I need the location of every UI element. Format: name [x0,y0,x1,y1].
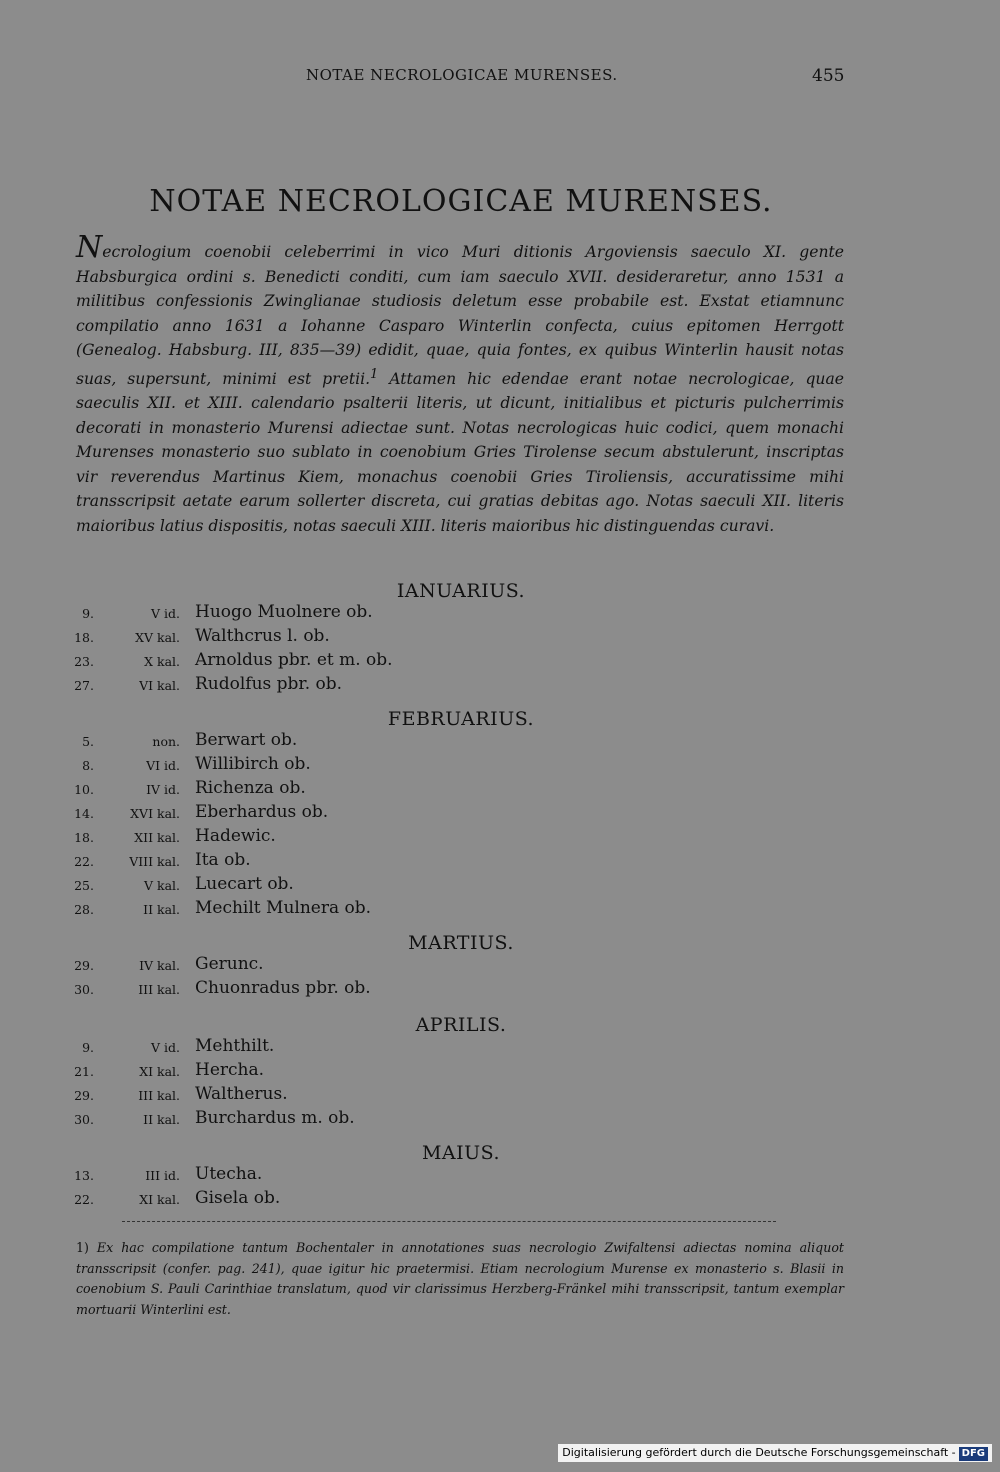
intro-paragraph [76,230,844,538]
entry-name: Luecart ob. [195,874,294,894]
entry-day: 5. [82,734,94,749]
entry-roman-date: III kal. [138,982,180,997]
month-heading: IANUARIUS. [396,580,526,602]
entry-day: 14. [74,806,94,821]
footnote-ref[interactable]: 1 [370,366,379,382]
necrology-entry [0,754,700,778]
entry-day: 9. [82,1040,94,1055]
drop-cap: N [76,230,103,265]
entry-roman-date: VI id. [146,758,180,773]
page-title: NOTAE NECROLOGICAE MURENSES. [149,184,773,219]
entry-day: 22. [74,1192,94,1207]
necrology-entry [0,898,700,922]
entry-name: Mehthilt. [195,1036,275,1056]
necrology-entry [0,1188,700,1212]
footnote-divider [122,1221,776,1222]
entry-roman-date: III id. [145,1168,180,1183]
entry-day: 25. [74,878,94,893]
entry-name: Gisela ob. [195,1188,281,1208]
entry-roman-date: IV id. [146,782,180,797]
necrology-entry [0,826,700,850]
entry-name: Chuonradus pbr. ob. [195,978,371,998]
entry-roman-date: VIII kal. [129,854,180,869]
entry-day: 10. [74,782,94,797]
entry-roman-date: II kal. [143,1112,180,1127]
entry-roman-date: XI kal. [139,1192,180,1207]
necrology-entry [0,650,700,674]
entry-name: Ita ob. [195,850,251,870]
entry-name: Willibirch ob. [195,754,311,774]
entry-name: Burchardus m. ob. [195,1108,355,1128]
necrology-entry [0,626,700,650]
entry-name: Utecha. [195,1164,263,1184]
entry-day: 23. [74,654,94,669]
entry-day: 28. [74,902,94,917]
entry-day: 9. [82,606,94,621]
entry-name: Huogo Muolnere ob. [195,602,373,622]
entry-roman-date: XV kal. [135,630,180,645]
entry-name: Mechilt Mulnera ob. [195,898,372,918]
month-heading: FEBRUARIUS. [387,708,535,730]
footnote-mark: 1) [76,1240,89,1255]
entry-roman-date: VI kal. [139,678,180,693]
running-head [0,66,1000,90]
necrology-entry [0,850,700,874]
necrology-entry [0,1084,700,1108]
entry-roman-date: XII kal. [134,830,180,845]
entry-roman-date: V kal. [144,878,180,893]
entry-roman-date: XI kal. [139,1064,180,1079]
intro-text: ecrologium coenobii celeberrimi in vico Muri ditionis Argoviensis saeculo XI. gente Habsburgica ordini s. Benedicti conditi, cum iam saeculo XVII. desideraretur, anno 1531 a militibus confessionis Zwinglianae studiosis deletum esse probabile est. Exstat etiamnunc compilatio anno 1631 a Iohanne Casparo Winterlin confecta, cuius epitomen Herrgott (Genealog. Habsburg. III, 835—39) edidit, quae, quia fontes, ex quibus Winterlin hausit notas suas, supersunt, minimi est pretii. [76,243,844,388]
entry-day: 8. [82,758,94,773]
necrology-entry [0,954,700,978]
necrology-entry [0,730,700,754]
necrology-entry [0,802,700,826]
entry-name: Berwart ob. [195,730,298,750]
necrology-entry [0,778,700,802]
entry-roman-date: XVI kal. [130,806,180,821]
necrology-entry [0,1164,700,1188]
digitization-credit [558,1444,992,1462]
entry-roman-date: non. [152,734,180,749]
entry-day: 27. [74,678,94,693]
entry-name: Rudolfus pbr. ob. [195,674,343,694]
entry-day: 30. [74,982,94,997]
necrology-entry [0,874,700,898]
necrology-entry [0,602,700,626]
necrology-entry [0,674,700,698]
entry-roman-date: X kal. [144,654,180,669]
necrology-entry [0,978,700,1002]
dfg-logo: DFG [959,1447,988,1461]
entry-name: Walthcrus l. ob. [195,626,330,646]
entry-day: 29. [74,958,94,973]
necrology-entry [0,1060,700,1084]
necrology-entry [0,1036,700,1060]
entry-roman-date: II kal. [143,902,180,917]
entry-name: Hercha. [195,1060,265,1080]
entry-name: Waltherus. [195,1084,288,1104]
entry-name: Eberhardus ob. [195,802,329,822]
entry-day: 29. [74,1088,94,1103]
entry-name: Gerunc. [195,954,264,974]
entry-roman-date: V id. [151,1040,180,1055]
entry-day: 18. [74,630,94,645]
credit-text: Digitalisierung gefördert durch die Deutsche Forschungsgemeinschaft - [562,1446,956,1459]
entry-name: Hadewic. [195,826,276,846]
month-heading: MAIUS. [421,1142,501,1164]
entry-roman-date: III kal. [138,1088,180,1103]
entry-name: Arnoldus pbr. et m. ob. [195,650,393,670]
entry-roman-date: V id. [151,606,180,621]
entry-name: Richenza ob. [195,778,306,798]
month-heading: APRILIS. [415,1014,507,1036]
footnote [76,1238,844,1320]
intro-text-continued: Attamen hic edendae erant notae necrologicae, quae saeculis XII. et XIII. calendario psalterii literis, ut dicunt, initialibus et picturis pulcherrimis decorati in monasterio Murensi adiectae sunt. Notas necrologicas huic codici, quem monachi Murenses monasterio suo sublato in coenobium Gries Tirolense secum abstulerunt, inscriptas vir reverendus Martinus Kiem, monachus coenobii Gries Tiroliensis, accuratissime mihi transscripsit aetate earum sollerter discreta, cui gratias debitas ago. Notas saeculi XII. literis maioribus latius dispositis, notas saeculi XIII. literis maioribus hic distinguendas curavi. [76,369,844,535]
entry-day: 18. [74,830,94,845]
entry-day: 22. [74,854,94,869]
entry-day: 13. [74,1168,94,1183]
entry-roman-date: IV kal. [139,958,180,973]
page-number: 455 [812,66,845,86]
entry-day: 30. [74,1112,94,1127]
running-head-title: NOTAE NECROLOGICAE MURENSES. [306,66,618,84]
month-heading: MARTIUS. [408,932,514,954]
footnote-text: Ex hac compilatione tantum Bochentaler in annotationes suas necrologio Zwifaltensi adiectas nomina aliquot transscripsit (confer. pag. 241), quae igitur hic praetermisi. Etiam necrologium Murense ex monasterio s. Blasii in coenobium S. Pauli Carinthiae translatum, quod vir clarissimus Herzberg-Fränkel mihi transscripsit, tantum exemplar mortuarii Winterlini est. [76,1240,844,1317]
necrology-entry [0,1108,700,1132]
entry-day: 21. [74,1064,94,1079]
